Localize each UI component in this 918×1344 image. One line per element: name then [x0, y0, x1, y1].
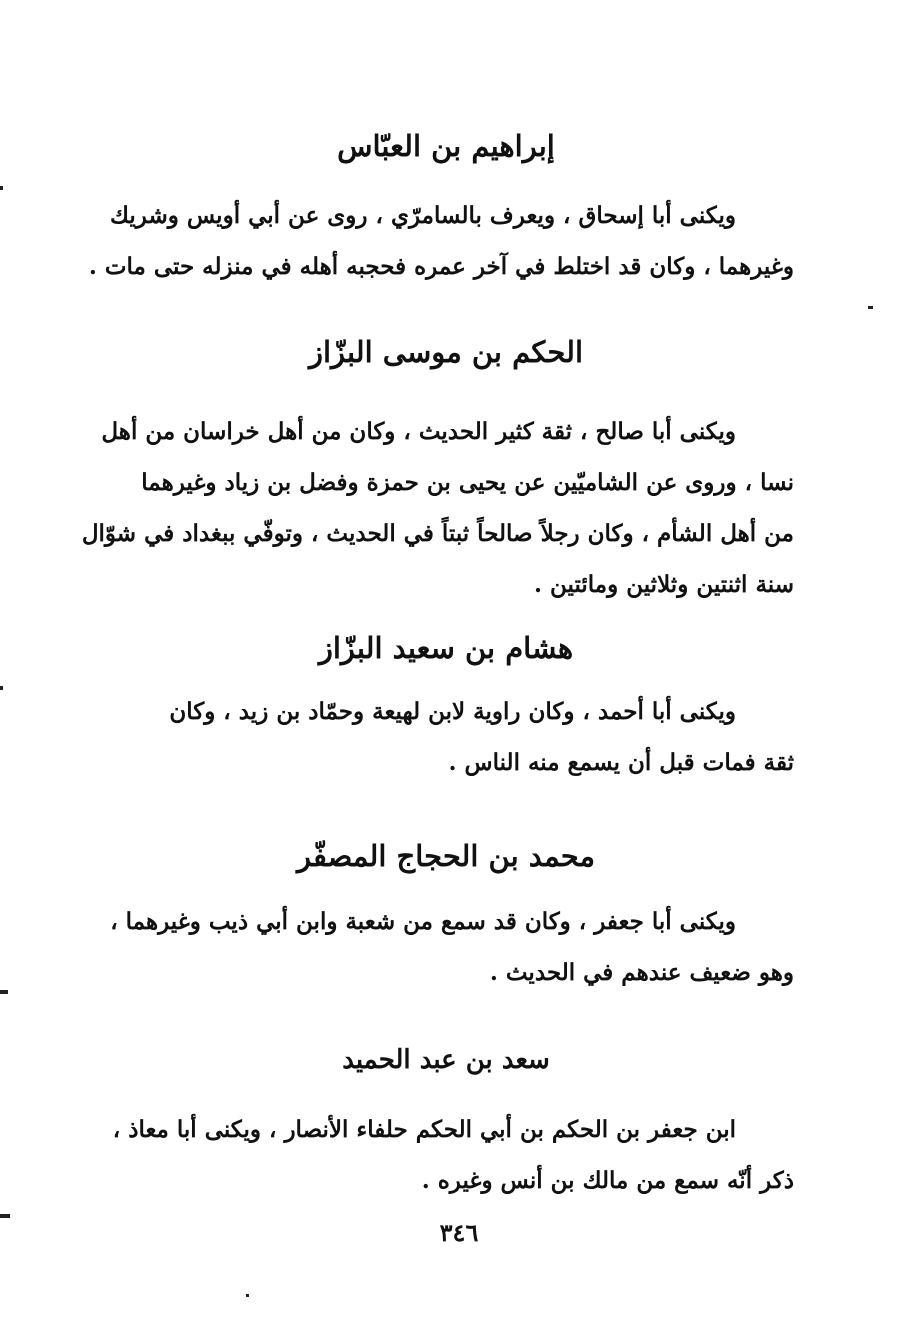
entry-body-muhammad — [98, 896, 794, 998]
entry-body-ibrahim — [88, 190, 794, 292]
entry-line: ويكنى أبا إسحاق ، ويعرف بالسامرّي ، روى عن أبي أويس وشريك — [110, 202, 736, 229]
entry-line: سنة اثنتين وثلاثين ومائتين . — [533, 571, 794, 598]
entry-body-hisham — [98, 686, 794, 788]
scan-speck — [0, 686, 3, 690]
entry-line: وهو ضعيف عندهم في الحديث . — [489, 959, 794, 986]
entry-title-muhammad: محمد بن الحجاج المصفّر — [296, 839, 596, 873]
entry-line: وغيرهما ، وكان قد اختلط في آخر عمره فحجبه أهله في منزله حتى مات . — [88, 253, 794, 280]
scan-speck — [0, 1214, 10, 1218]
scan-speck — [0, 186, 3, 190]
entry-line: ويكنى أبا أحمد ، وكان راوية لابن لهيعة وحمّاد بن زيد ، وكان — [169, 698, 736, 725]
entry-title-hakam: الحكم بن موسى البزّاز — [308, 335, 584, 369]
scan-speck — [868, 306, 873, 309]
entry-line: ويكنى أبا صالح ، ثقة كثير الحديث ، وكان من أهل خراسان من أهل — [101, 418, 736, 445]
entry-line: ثقة فمات قبل أن يسمع منه الناس . — [448, 749, 794, 776]
scan-speck — [0, 990, 8, 994]
page-number: ٣٤٦ — [439, 1218, 479, 1247]
entry-title-ibrahim: إبراهيم بن العبّاس — [337, 129, 555, 163]
scan-speck — [246, 1294, 249, 1297]
entry-line: نسا ، وروى عن الشاميّين عن يحيى بن حمزة وفضل بن زياد وغيرهما — [141, 469, 794, 496]
entry-line: ذكر أنّه سمع من مالك بن أنس وغيره . — [421, 1167, 794, 1194]
entry-line: من أهل الشأم ، وكان رجلاً صالحاً ثبتاً في الحديث ، وتوفّي ببغداد في شوّال — [81, 520, 794, 547]
entry-body-hakam — [81, 406, 794, 610]
entry-line: ابن جعفر بن الحكم بن أبي الحكم حلفاء الأنصار ، ويكنى أبا معاذ ، — [112, 1116, 736, 1143]
entry-title-hisham: هشام بن سعيد البزّاز — [318, 631, 574, 665]
entry-line: ويكنى أبا جعفر ، وكان قد سمع من شعبة وابن أبي ذيب وغيرهما ، — [110, 908, 736, 935]
entry-body-saad — [98, 1104, 794, 1206]
entry-title-saad: سعد بن عبد الحميد — [342, 1045, 550, 1075]
